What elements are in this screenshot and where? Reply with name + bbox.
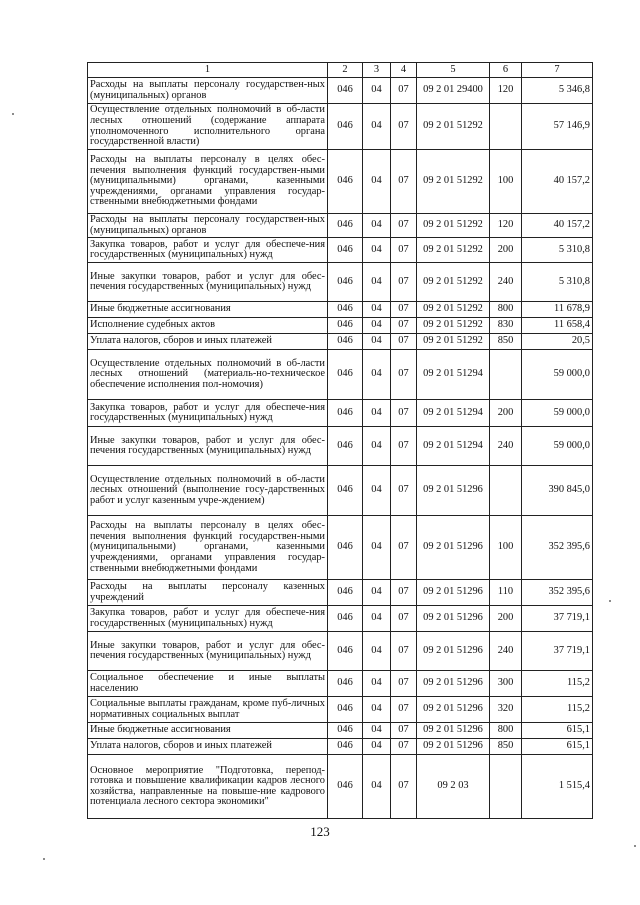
cell-description: Расходы на выплаты персоналу в целях обес-печения выполнения функций государствен-ными (муниципальными) органами, казенными учреждениями, органами управления государ-ственными внебюджетными фондами	[88, 516, 328, 580]
cell-description: Закупка товаров, работ и услуг для обеспече-ния государственных (муниципальных) нужд	[88, 606, 328, 632]
cell-section: 04	[363, 755, 391, 819]
header-col-3: 3	[363, 63, 391, 78]
cell-description: Иные закупки товаров, работ и услуг для обес-печения государственных (муниципальных) нужд	[88, 632, 328, 671]
cell-expense-type: 120	[490, 78, 522, 104]
cell-expense-type: 830	[490, 318, 522, 334]
cell-amount: 57 146,9	[522, 104, 593, 150]
cell-target-article: 09 2 01 51292	[417, 302, 490, 318]
cell-description: Осуществление отдельных полномочий в об-ласти лесных отношений (материаль-но-техническое обеспечение исполнения пол-номочия)	[88, 350, 328, 400]
cell-description: Закупка товаров, работ и услуг для обеспече-ния государственных (муниципальных) нужд	[88, 238, 328, 263]
cell-amount: 5 310,8	[522, 238, 593, 263]
table-row	[88, 400, 593, 427]
cell-description: Расходы на выплаты персоналу государствен-ных (муниципальных) органов	[88, 214, 328, 238]
cell-section: 04	[363, 78, 391, 104]
scan-speck	[43, 858, 45, 860]
cell-expense-type	[490, 350, 522, 400]
cell-subsection: 07	[391, 516, 417, 580]
cell-ministry-code: 046	[328, 104, 363, 150]
cell-subsection: 07	[391, 350, 417, 400]
header-col-7: 7	[522, 63, 593, 78]
cell-amount: 390 845,0	[522, 466, 593, 516]
header-col-5: 5	[417, 63, 490, 78]
cell-amount: 40 157,2	[522, 150, 593, 214]
cell-expense-type: 240	[490, 263, 522, 302]
table-row	[88, 580, 593, 606]
cell-amount: 5 310,8	[522, 263, 593, 302]
cell-ministry-code: 046	[328, 238, 363, 263]
cell-ministry-code: 046	[328, 606, 363, 632]
table-row	[88, 104, 593, 150]
cell-amount: 5 346,8	[522, 78, 593, 104]
table-row	[88, 263, 593, 302]
cell-target-article: 09 2 01 51292	[417, 238, 490, 263]
cell-ministry-code: 046	[328, 697, 363, 723]
cell-expense-type	[490, 755, 522, 819]
cell-section: 04	[363, 739, 391, 755]
cell-target-article: 09 2 01 51292	[417, 334, 490, 350]
header-col-6: 6	[490, 63, 522, 78]
cell-amount: 20,5	[522, 334, 593, 350]
cell-description: Иные бюджетные ассигнования	[88, 723, 328, 739]
cell-subsection: 07	[391, 104, 417, 150]
table-row	[88, 302, 593, 318]
cell-expense-type: 200	[490, 400, 522, 427]
cell-section: 04	[363, 427, 391, 466]
cell-amount: 115,2	[522, 671, 593, 697]
table-row	[88, 318, 593, 334]
cell-subsection: 07	[391, 427, 417, 466]
cell-ministry-code: 046	[328, 671, 363, 697]
cell-section: 04	[363, 580, 391, 606]
cell-target-article: 09 2 01 51292	[417, 150, 490, 214]
table-row	[88, 739, 593, 755]
cell-target-article: 09 2 01 51296	[417, 739, 490, 755]
cell-subsection: 07	[391, 580, 417, 606]
table-body	[88, 78, 593, 819]
cell-subsection: 07	[391, 238, 417, 263]
cell-subsection: 07	[391, 739, 417, 755]
cell-expense-type: 200	[490, 238, 522, 263]
cell-description: Закупка товаров, работ и услуг для обеспече-ния государственных (муниципальных) нужд	[88, 400, 328, 427]
table-row	[88, 516, 593, 580]
table-row	[88, 632, 593, 671]
table-row	[88, 78, 593, 104]
cell-description: Иные бюджетные ассигнования	[88, 302, 328, 318]
cell-section: 04	[363, 334, 391, 350]
cell-amount: 352 395,6	[522, 580, 593, 606]
cell-amount: 59 000,0	[522, 400, 593, 427]
cell-expense-type: 240	[490, 632, 522, 671]
table-row	[88, 150, 593, 214]
cell-expense-type	[490, 466, 522, 516]
cell-amount: 11 678,9	[522, 302, 593, 318]
cell-amount: 37 719,1	[522, 632, 593, 671]
cell-amount: 115,2	[522, 697, 593, 723]
cell-expense-type: 110	[490, 580, 522, 606]
cell-ministry-code: 046	[328, 334, 363, 350]
header-col-1: 1	[88, 63, 328, 78]
cell-section: 04	[363, 466, 391, 516]
page-number: 123	[310, 824, 330, 839]
table-row	[88, 238, 593, 263]
cell-target-article: 09 2 01 51292	[417, 104, 490, 150]
cell-target-article: 09 2 01 51296	[417, 606, 490, 632]
cell-amount: 615,1	[522, 723, 593, 739]
cell-section: 04	[363, 150, 391, 214]
cell-section: 04	[363, 671, 391, 697]
cell-section: 04	[363, 350, 391, 400]
table-row	[88, 350, 593, 400]
cell-ministry-code: 046	[328, 302, 363, 318]
table-row	[88, 427, 593, 466]
cell-ministry-code: 046	[328, 516, 363, 580]
cell-expense-type: 120	[490, 214, 522, 238]
cell-ministry-code: 046	[328, 580, 363, 606]
cell-amount: 352 395,6	[522, 516, 593, 580]
cell-ministry-code: 046	[328, 78, 363, 104]
budget-table	[87, 62, 593, 819]
table-row	[88, 697, 593, 723]
cell-expense-type: 800	[490, 723, 522, 739]
cell-ministry-code: 046	[328, 427, 363, 466]
cell-ministry-code: 046	[328, 466, 363, 516]
cell-target-article: 09 2 01 51292	[417, 318, 490, 334]
cell-ministry-code: 046	[328, 318, 363, 334]
cell-expense-type	[490, 104, 522, 150]
cell-subsection: 07	[391, 78, 417, 104]
cell-expense-type: 850	[490, 334, 522, 350]
cell-subsection: 07	[391, 400, 417, 427]
cell-subsection: 07	[391, 606, 417, 632]
cell-ministry-code: 046	[328, 400, 363, 427]
cell-target-article: 09 2 01 51294	[417, 350, 490, 400]
cell-expense-type: 850	[490, 739, 522, 755]
cell-target-article: 09 2 01 51294	[417, 400, 490, 427]
cell-amount: 1 515,4	[522, 755, 593, 819]
cell-ministry-code: 046	[328, 755, 363, 819]
table-row	[88, 755, 593, 819]
cell-amount: 37 719,1	[522, 606, 593, 632]
table-row	[88, 466, 593, 516]
cell-description: Основное мероприятие "Подготовка, перепод-готовка и повышение квалификации кадров лесного хозяйства, направленные на повыше-ние кадрового потенциала лесного сектора экономики"	[88, 755, 328, 819]
cell-target-article: 09 2 01 29400	[417, 78, 490, 104]
cell-expense-type: 300	[490, 671, 522, 697]
cell-target-article: 09 2 01 51296	[417, 516, 490, 580]
cell-section: 04	[363, 606, 391, 632]
cell-amount: 615,1	[522, 739, 593, 755]
scan-speck	[609, 600, 611, 602]
cell-ministry-code: 046	[328, 150, 363, 214]
cell-amount: 11 658,4	[522, 318, 593, 334]
cell-description: Социальное обеспечение и иные выплаты населению	[88, 671, 328, 697]
cell-section: 04	[363, 516, 391, 580]
cell-expense-type: 320	[490, 697, 522, 723]
cell-section: 04	[363, 214, 391, 238]
cell-ministry-code: 046	[328, 723, 363, 739]
cell-subsection: 07	[391, 302, 417, 318]
header-col-4: 4	[391, 63, 417, 78]
scan-speck	[634, 845, 636, 847]
cell-expense-type: 240	[490, 427, 522, 466]
header-row	[88, 63, 593, 78]
cell-description: Уплата налогов, сборов и иных платежей	[88, 334, 328, 350]
cell-ministry-code: 046	[328, 214, 363, 238]
cell-target-article: 09 2 01 51294	[417, 427, 490, 466]
cell-ministry-code: 046	[328, 632, 363, 671]
cell-expense-type: 800	[490, 302, 522, 318]
cell-section: 04	[363, 318, 391, 334]
cell-description: Расходы на выплаты персоналу казенных учреждений	[88, 580, 328, 606]
cell-description: Осуществление отдельных полномочий в об-ласти лесных отношений (содержание аппарата уполномоченного исполнительного органа государственной власти)	[88, 104, 328, 150]
cell-section: 04	[363, 632, 391, 671]
cell-section: 04	[363, 238, 391, 263]
cell-expense-type: 100	[490, 516, 522, 580]
scan-speck	[12, 113, 14, 115]
cell-ministry-code: 046	[328, 739, 363, 755]
cell-target-article: 09 2 01 51292	[417, 263, 490, 302]
cell-subsection: 07	[391, 723, 417, 739]
table-row	[88, 671, 593, 697]
cell-subsection: 07	[391, 697, 417, 723]
cell-target-article: 09 2 03	[417, 755, 490, 819]
cell-subsection: 07	[391, 671, 417, 697]
table-row	[88, 334, 593, 350]
cell-ministry-code: 046	[328, 263, 363, 302]
cell-target-article: 09 2 01 51296	[417, 723, 490, 739]
cell-description: Иные закупки товаров, работ и услуг для обес-печения государственных (муниципальных) нужд	[88, 427, 328, 466]
cell-subsection: 07	[391, 214, 417, 238]
cell-amount: 40 157,2	[522, 214, 593, 238]
cell-section: 04	[363, 400, 391, 427]
cell-amount: 59 000,0	[522, 350, 593, 400]
cell-description: Иные закупки товаров, работ и услуг для обес-печения государственных (муниципальных) нужд	[88, 263, 328, 302]
cell-subsection: 07	[391, 466, 417, 516]
cell-expense-type: 100	[490, 150, 522, 214]
cell-target-article: 09 2 01 51296	[417, 632, 490, 671]
cell-section: 04	[363, 302, 391, 318]
cell-subsection: 07	[391, 318, 417, 334]
table-row	[88, 606, 593, 632]
cell-expense-type: 200	[490, 606, 522, 632]
cell-description: Расходы на выплаты персоналу в целях обес-печения выполнения функций государствен-ными (муниципальными) органами, казенными учреждениями, органами управления государ-ственными внебюджетными фондами	[88, 150, 328, 214]
table-row	[88, 723, 593, 739]
cell-subsection: 07	[391, 263, 417, 302]
table-header	[88, 63, 593, 78]
cell-description: Расходы на выплаты персоналу государствен-ных (муниципальных) органов	[88, 78, 328, 104]
cell-target-article: 09 2 01 51296	[417, 697, 490, 723]
cell-amount: 59 000,0	[522, 427, 593, 466]
cell-subsection: 07	[391, 755, 417, 819]
cell-subsection: 07	[391, 632, 417, 671]
cell-ministry-code: 046	[328, 350, 363, 400]
cell-subsection: 07	[391, 150, 417, 214]
cell-description: Исполнение судебных актов	[88, 318, 328, 334]
cell-description: Социальные выплаты гражданам, кроме пуб-личных нормативных социальных выплат	[88, 697, 328, 723]
cell-section: 04	[363, 723, 391, 739]
cell-description: Уплата налогов, сборов и иных платежей	[88, 739, 328, 755]
cell-target-article: 09 2 01 51292	[417, 214, 490, 238]
cell-target-article: 09 2 01 51296	[417, 466, 490, 516]
cell-section: 04	[363, 697, 391, 723]
cell-description: Осуществление отдельных полномочий в об-ласти лесных отношений (выполнение госу-дарственных работ и услуг казенным учре-ждением)	[88, 466, 328, 516]
cell-section: 04	[363, 104, 391, 150]
cell-subsection: 07	[391, 334, 417, 350]
cell-target-article: 09 2 01 51296	[417, 580, 490, 606]
table-row	[88, 214, 593, 238]
header-col-2: 2	[328, 63, 363, 78]
cell-target-article: 09 2 01 51296	[417, 671, 490, 697]
cell-section: 04	[363, 263, 391, 302]
